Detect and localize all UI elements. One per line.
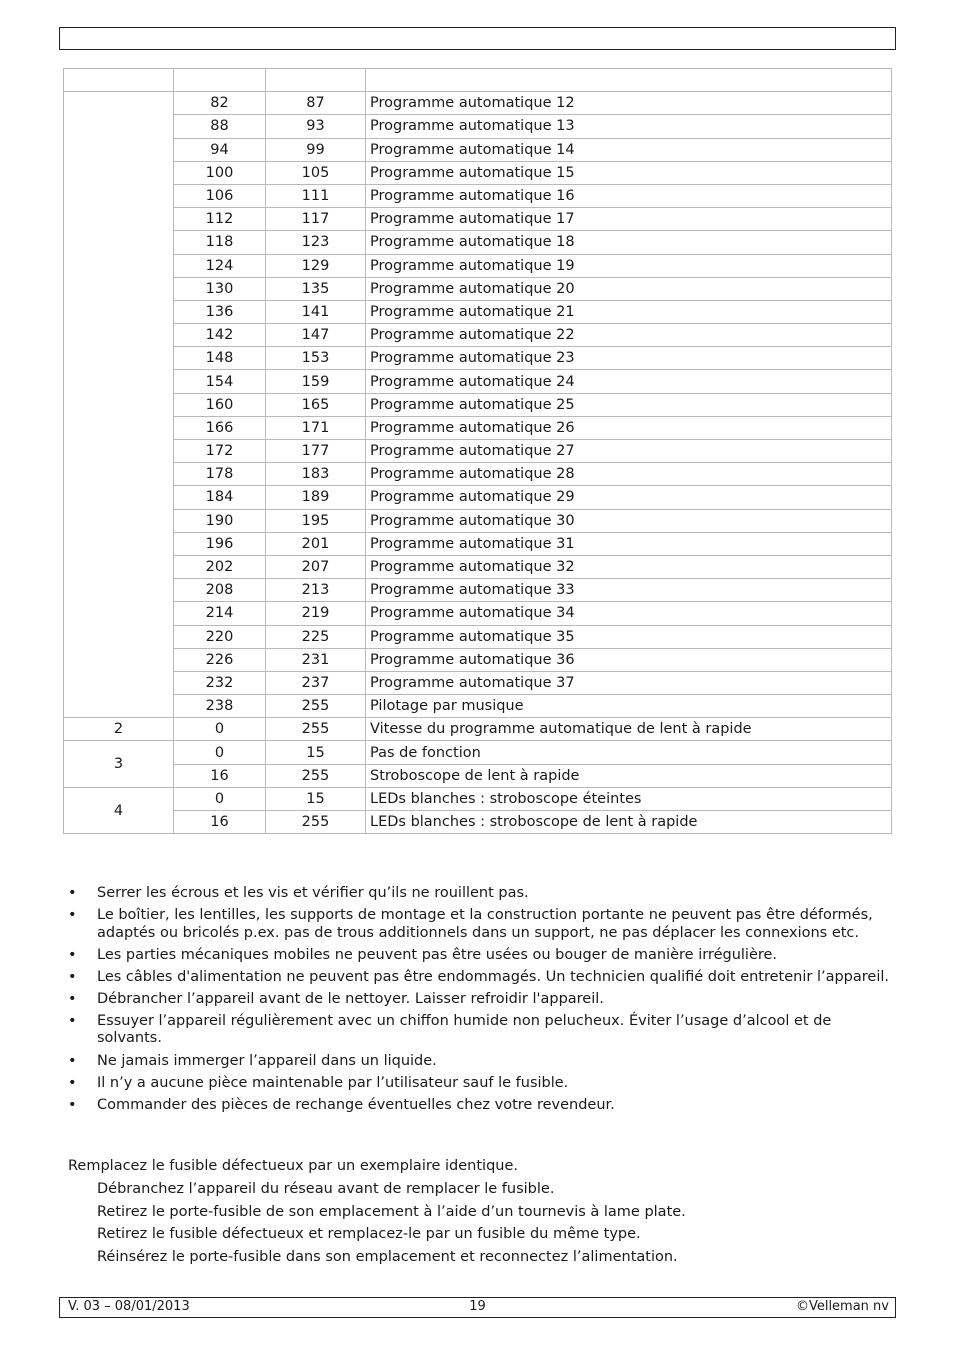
- value-from-cell: 106: [174, 184, 266, 207]
- table-row: [64, 741, 892, 764]
- fuse-step: Débranchez l’appareil du réseau avant de remplacer le fusible.: [97, 1181, 555, 1197]
- bullet-icon: •: [68, 1074, 77, 1091]
- function-cell: Programme automatique 12: [366, 92, 892, 115]
- table-row: [64, 300, 892, 323]
- value-from-cell: 136: [174, 300, 266, 323]
- list-item: [68, 1053, 898, 1071]
- list-item: [68, 1075, 898, 1093]
- table-row: [64, 695, 892, 718]
- value-to-cell: 123: [266, 231, 366, 254]
- list-item-text: Les câbles d'alimentation ne peuvent pas être endommagés. Un technicien qualifié doit entretenir l’appareil.: [97, 968, 889, 985]
- value-to-cell: 141: [266, 300, 366, 323]
- value-to-cell: 87: [266, 92, 366, 115]
- value-to-cell: 255: [266, 695, 366, 718]
- function-cell: Programme automatique 15: [366, 161, 892, 184]
- value-from-cell: 118: [174, 231, 266, 254]
- function-cell: Programme automatique 22: [366, 324, 892, 347]
- fuse-step: Retirez le fusible défectueux et remplacez-le par un fusible du même type.: [97, 1226, 641, 1242]
- footer-copyright: ©Velleman nv: [795, 1299, 889, 1314]
- value-from-cell: 112: [174, 208, 266, 231]
- table-row: [64, 184, 892, 207]
- table-row: [64, 161, 892, 184]
- fuse-steps-list: [97, 1181, 686, 1271]
- function-cell: Programme automatique 33: [366, 579, 892, 602]
- function-cell: Vitesse du programme automatique de lent à rapide: [366, 718, 892, 741]
- function-cell: Programme automatique 16: [366, 184, 892, 207]
- function-cell: Programme automatique 13: [366, 115, 892, 138]
- list-item-text: Essuyer l’appareil régulièrement avec un chiffon humide non pelucheux. Éviter l’usage d’alcool et de solvants.: [97, 1012, 832, 1047]
- value-from-cell: 0: [174, 787, 266, 810]
- table-row: [64, 671, 892, 694]
- list-item-text: Les parties mécaniques mobiles ne peuvent pas être usées ou bouger de manière irrégulière.: [97, 946, 778, 963]
- bullet-icon: •: [68, 1052, 77, 1069]
- function-cell: Programme automatique 18: [366, 231, 892, 254]
- bullet-icon: •: [68, 946, 77, 963]
- page-header-box: [59, 27, 896, 50]
- function-cell: Stroboscope de lent à rapide: [366, 764, 892, 787]
- function-cell: Programme automatique 21: [366, 300, 892, 323]
- function-cell: Programme automatique 27: [366, 440, 892, 463]
- function-cell: Programme automatique 30: [366, 509, 892, 532]
- value-to-cell: 153: [266, 347, 366, 370]
- value-to-cell: 117: [266, 208, 366, 231]
- function-cell: Programme automatique 20: [366, 277, 892, 300]
- value-from-cell: 16: [174, 811, 266, 834]
- value-to-cell: 207: [266, 555, 366, 578]
- table-row: [64, 416, 892, 439]
- function-cell: Programme automatique 37: [366, 671, 892, 694]
- header-cell: [174, 69, 266, 92]
- value-from-cell: 160: [174, 393, 266, 416]
- value-to-cell: 99: [266, 138, 366, 161]
- value-to-cell: 201: [266, 532, 366, 555]
- value-to-cell: 255: [266, 764, 366, 787]
- function-cell: Programme automatique 23: [366, 347, 892, 370]
- list-item-text: Ne jamais immerger l’appareil dans un liquide.: [97, 1052, 437, 1069]
- list-item-text: Débrancher l’appareil avant de le nettoyer. Laisser refroidir l'appareil.: [97, 990, 604, 1007]
- value-to-cell: 129: [266, 254, 366, 277]
- table-row: [64, 138, 892, 161]
- channel-cell: [64, 92, 174, 718]
- value-from-cell: 142: [174, 324, 266, 347]
- function-cell: Programme automatique 31: [366, 532, 892, 555]
- function-cell: Programme automatique 32: [366, 555, 892, 578]
- function-cell: Programme automatique 34: [366, 602, 892, 625]
- value-to-cell: 189: [266, 486, 366, 509]
- table-row: [64, 579, 892, 602]
- value-from-cell: 0: [174, 741, 266, 764]
- channel-cell: 2: [64, 718, 174, 741]
- list-item: [68, 969, 898, 987]
- header-cell: [366, 69, 892, 92]
- table-row: [64, 718, 892, 741]
- value-from-cell: 88: [174, 115, 266, 138]
- value-to-cell: 177: [266, 440, 366, 463]
- value-to-cell: 93: [266, 115, 366, 138]
- value-to-cell: 255: [266, 718, 366, 741]
- table-row: [64, 115, 892, 138]
- value-to-cell: 15: [266, 741, 366, 764]
- function-cell: Pas de fonction: [366, 741, 892, 764]
- value-from-cell: 232: [174, 671, 266, 694]
- value-from-cell: 148: [174, 347, 266, 370]
- value-to-cell: 255: [266, 811, 366, 834]
- value-from-cell: 238: [174, 695, 266, 718]
- fuse-step: Réinsérez le porte-fusible dans son emplacement et reconnectez l’alimentation.: [97, 1248, 678, 1265]
- table-row: [64, 440, 892, 463]
- value-from-cell: 208: [174, 579, 266, 602]
- value-to-cell: 147: [266, 324, 366, 347]
- table-row: [64, 532, 892, 555]
- value-from-cell: 190: [174, 509, 266, 532]
- value-from-cell: 178: [174, 463, 266, 486]
- table-row: [64, 393, 892, 416]
- footer-page-number: 19: [469, 1299, 486, 1314]
- table-row: [64, 463, 892, 486]
- value-to-cell: 183: [266, 463, 366, 486]
- list-item: [68, 907, 898, 942]
- function-cell: Programme automatique 24: [366, 370, 892, 393]
- table-row: [64, 811, 892, 834]
- value-to-cell: 165: [266, 393, 366, 416]
- channel-cell: 3: [64, 741, 174, 787]
- table-row: [64, 370, 892, 393]
- function-cell: Programme automatique 25: [366, 393, 892, 416]
- function-cell: Programme automatique 35: [366, 625, 892, 648]
- table-row: [64, 208, 892, 231]
- function-cell: Programme automatique 28: [366, 463, 892, 486]
- table-row: [64, 254, 892, 277]
- table-row: [64, 764, 892, 787]
- function-cell: Programme automatique 14: [366, 138, 892, 161]
- fuse-intro-text: Remplacez le fusible défectueux par un exemplaire identique.: [68, 1158, 518, 1174]
- function-cell: Programme automatique 26: [366, 416, 892, 439]
- value-from-cell: 130: [174, 277, 266, 300]
- value-to-cell: 15: [266, 787, 366, 810]
- value-from-cell: 16: [174, 764, 266, 787]
- list-item: [68, 947, 898, 965]
- table-row: [64, 509, 892, 532]
- header-cell: [266, 69, 366, 92]
- value-from-cell: 82: [174, 92, 266, 115]
- table-row: [64, 625, 892, 648]
- value-from-cell: 214: [174, 602, 266, 625]
- value-to-cell: 219: [266, 602, 366, 625]
- value-from-cell: 196: [174, 532, 266, 555]
- function-cell: LEDs blanches : stroboscope de lent à rapide: [366, 811, 892, 834]
- list-item-text: Serrer les écrous et les vis et vérifier qu’ils ne rouillent pas.: [97, 885, 529, 901]
- value-from-cell: 220: [174, 625, 266, 648]
- value-from-cell: 184: [174, 486, 266, 509]
- table-row: [64, 92, 892, 115]
- maintenance-list: [68, 885, 898, 1119]
- value-to-cell: 111: [266, 184, 366, 207]
- table-row: [64, 347, 892, 370]
- list-item-text: Il n’y a aucune pièce maintenable par l’utilisateur sauf le fusible.: [97, 1074, 569, 1091]
- bullet-icon: •: [68, 1096, 77, 1113]
- table-row: [64, 277, 892, 300]
- value-to-cell: 237: [266, 671, 366, 694]
- footer-version: V. 03 – 08/01/2013: [68, 1299, 190, 1314]
- bullet-icon: •: [68, 1012, 77, 1029]
- channel-cell: 4: [64, 787, 174, 833]
- function-cell: Programme automatique 17: [366, 208, 892, 231]
- value-to-cell: 105: [266, 161, 366, 184]
- value-from-cell: 202: [174, 555, 266, 578]
- list-item: [68, 991, 898, 1009]
- value-to-cell: 135: [266, 277, 366, 300]
- bullet-icon: •: [68, 968, 77, 985]
- list-item: [68, 1013, 898, 1048]
- value-from-cell: 0: [174, 718, 266, 741]
- function-cell: Pilotage par musique: [366, 695, 892, 718]
- list-item: [68, 885, 898, 903]
- value-to-cell: 225: [266, 625, 366, 648]
- list-item-text: Commander des pièces de rechange éventuelles chez votre revendeur.: [97, 1096, 615, 1113]
- value-to-cell: 213: [266, 579, 366, 602]
- page-footer: [59, 1297, 896, 1318]
- list-item: [68, 1097, 898, 1115]
- table-header-row: [64, 69, 892, 92]
- table-row: [64, 555, 892, 578]
- table-row: [64, 602, 892, 625]
- bullet-icon: •: [68, 990, 77, 1007]
- fuse-step: Retirez le porte-fusible de son emplacement à l’aide d’un tournevis à lame plate.: [97, 1203, 686, 1220]
- table-row: [64, 486, 892, 509]
- value-from-cell: 172: [174, 440, 266, 463]
- value-to-cell: 171: [266, 416, 366, 439]
- function-cell: Programme automatique 29: [366, 486, 892, 509]
- function-cell: Programme automatique 36: [366, 648, 892, 671]
- list-item-text: Le boîtier, les lentilles, les supports de montage et la construction portante ne peuvent pas être déformés, adaptés ou bricolés p.ex. pas de trous additionnels dans un support, ne pas déplacer les connexions etc.: [97, 907, 873, 941]
- value-from-cell: 166: [174, 416, 266, 439]
- value-to-cell: 195: [266, 509, 366, 532]
- bullet-icon: •: [68, 907, 77, 924]
- value-from-cell: 226: [174, 648, 266, 671]
- table-row: [64, 324, 892, 347]
- value-from-cell: 94: [174, 138, 266, 161]
- dmx-channel-table: [63, 68, 892, 834]
- value-from-cell: 124: [174, 254, 266, 277]
- table-row: [64, 787, 892, 810]
- function-cell: LEDs blanches : stroboscope éteintes: [366, 787, 892, 810]
- value-to-cell: 231: [266, 648, 366, 671]
- table-row: [64, 231, 892, 254]
- value-to-cell: 159: [266, 370, 366, 393]
- bullet-icon: •: [68, 885, 77, 901]
- function-cell: Programme automatique 19: [366, 254, 892, 277]
- value-from-cell: 154: [174, 370, 266, 393]
- table-row: [64, 648, 892, 671]
- value-from-cell: 100: [174, 161, 266, 184]
- header-cell: [64, 69, 174, 92]
